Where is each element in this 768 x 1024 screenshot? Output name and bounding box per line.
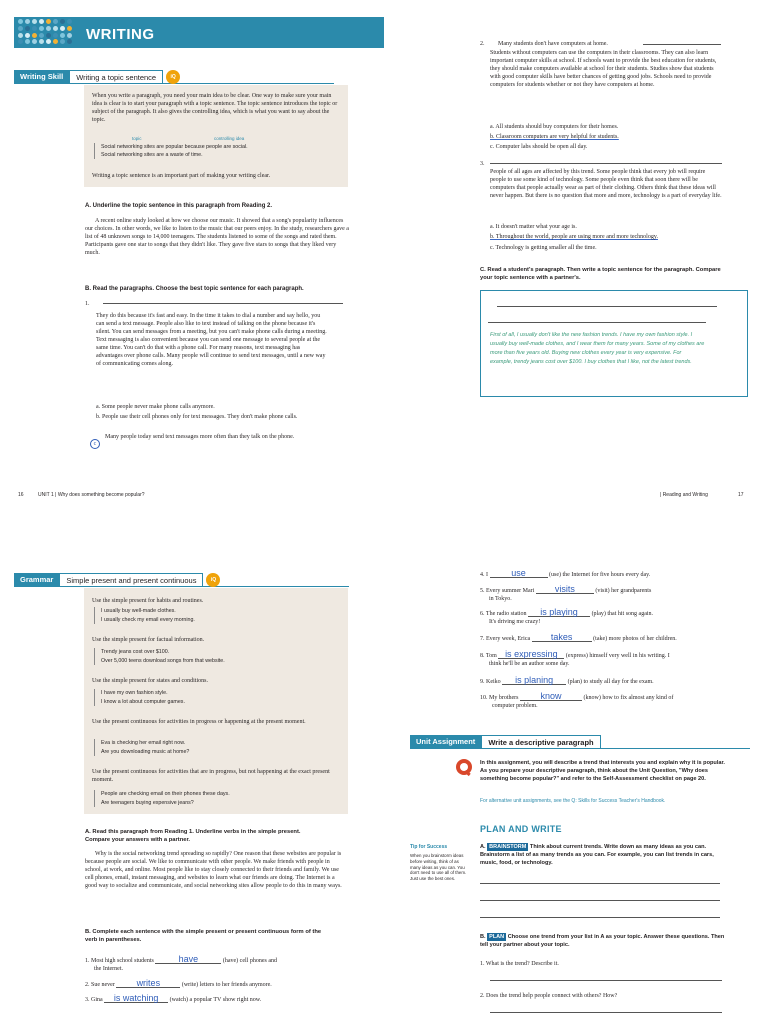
page-title: WRITING	[86, 26, 155, 43]
item-3-paragraph: People of all ages are affected by this trend. Some people think that every job will require people to use some kind of technology. Some people even think that soon there will be computers that people actually wear as part of their clothing. Others think that these ideas will never happen. But there is no question that more and more, technology is a part of everyday life.	[490, 169, 722, 199]
header-dot	[60, 39, 65, 44]
header-dot	[39, 39, 44, 44]
unit-assignment-intro: In this assignment, you will describe a trend that interests you and explain why it is popular. As you prepare your descriptive paragraph, think about the Unit Question, "Why does something become popular?" and refer to the Self-Assessment checklist on page 20.	[480, 760, 725, 782]
fill-item-1-number: 1.	[85, 958, 90, 964]
alternative-assignments-note: For alternative unit assignments, see the Q: Skills for Success Teacher's Handbook.	[480, 798, 666, 804]
header-dots-decoration	[18, 19, 76, 45]
fill-item-10-continuation: computer problem.	[492, 703, 538, 709]
grammar-rule-1: Use the simple present for habits and routines.	[92, 598, 204, 604]
brainstorm-line-3[interactable]	[480, 917, 720, 918]
controlling-idea-label: controlling idea	[214, 136, 245, 141]
header-dot	[60, 33, 65, 38]
item-3-answer-line[interactable]	[490, 163, 722, 164]
rule-5-example-2: Are teenagers buying expensive jeans?	[101, 799, 194, 806]
fill-item-2-suffix: (write) letters to her friends anymore.	[181, 982, 272, 988]
rule-3-example-1: I have my own fashion style.	[101, 690, 168, 696]
grammar-rule-1-examples	[94, 607, 331, 624]
item-1-number: 1.	[85, 301, 90, 307]
item-1-option-a[interactable]: a. Some people never make phone calls anymore.	[96, 404, 215, 410]
header-dot	[67, 19, 72, 24]
fill-item-5-continuation: in Tokyo.	[489, 596, 512, 602]
fill-item-8-continuation: think he'll be an author some day.	[489, 661, 570, 667]
fill-item-6-answer[interactable]: is playing	[528, 608, 590, 617]
fill-item-6-prefix: The radio station	[485, 611, 527, 617]
fill-item-10-suffix: (know) how to fix almost any kind of	[583, 695, 674, 701]
fill-item-8-number: 8.	[480, 653, 485, 659]
fill-item-10-answer[interactable]: know	[520, 692, 582, 701]
fill-item-9	[480, 676, 740, 686]
unit-assignment-tab: Unit Assignment	[410, 735, 481, 748]
fill-item-4-number: 4.	[480, 572, 485, 578]
brainstorm-instruction	[480, 843, 730, 867]
brainstorm-tag: BRAINSTORM	[489, 844, 527, 850]
rule-4-example-2: Are you downloading music at home?	[101, 748, 190, 755]
writing-skill-para2: Writing a topic sentence is an important part of making your writing clear.	[92, 173, 271, 179]
fill-item-5-answer[interactable]: visits	[536, 585, 594, 594]
item-1-answer-line[interactable]	[103, 303, 343, 304]
fill-item-5-number: 5.	[480, 588, 485, 594]
plan-instruction	[480, 933, 730, 949]
writing-skill-tab: Writing Skill	[14, 70, 69, 83]
fill-item-3-suffix: (watch) a popular TV show right now.	[169, 997, 262, 1003]
header-dot	[46, 26, 51, 31]
header-dot	[67, 39, 72, 44]
header-dot	[18, 26, 23, 31]
header-dot	[25, 39, 30, 44]
footer-unit-title: UNIT 1 | Why does something become popular?	[38, 492, 145, 498]
header-dot	[25, 26, 30, 31]
header-dot	[18, 19, 23, 24]
fill-item-8	[480, 650, 740, 668]
topic-sentence-examples	[94, 143, 341, 159]
plan-answer-line-1[interactable]	[490, 980, 722, 981]
page-spread-gap	[0, 507, 768, 563]
header-dot	[53, 39, 58, 44]
fill-item-2-number: 2.	[85, 982, 90, 988]
item-1-paragraph: They do this because it's fast and easy. In the time it takes to dial a number and say hello, you can send a text message. People also like to text instead of talking on the phone because it's silent. You can send messages from a meeting, but you can't make phone calls during a meeting. Text messaging is also convenient because you can send one message to several people at the same time. You can't do that with a phone call. For many reasons, text messaging has advantages over phone calls. Many people will continue to send text messages, until a new way of communicating comes along.	[96, 313, 327, 367]
grammar-rule-4-examples	[94, 739, 331, 756]
fill-item-3-prefix: Gina	[91, 997, 103, 1003]
example-sentence-1: Social networking sites are popular because people are social.	[101, 144, 248, 150]
item-3-option-c[interactable]: c. Technology is getting smaller all the time.	[490, 245, 597, 251]
fill-item-10-prefix: My brothers	[489, 695, 519, 701]
rule-2-example-2: Over 5,000 teens download songs from that website.	[101, 657, 225, 664]
header-dot	[60, 19, 65, 24]
brainstorm-text: Think about current trends. Write down as many ideas as you can. Brainstorm a list of as many trends as you can. For example, you can list trends in cars, music, food, or technology.	[480, 844, 714, 866]
item-1-option-c[interactable]: Many people today send text messages more often than they talk on the phone.	[105, 434, 295, 440]
plan-question-1: 1. What is the trend? Describe it.	[480, 961, 559, 967]
topic-sentence-line-2[interactable]	[488, 322, 706, 323]
topic-sentence-line-1[interactable]	[497, 306, 717, 307]
header-dot	[39, 33, 44, 38]
rule-1-example-1: I usually buy well-made clothes.	[101, 608, 176, 614]
writing-skill-title: Writing a topic sentence	[69, 70, 163, 83]
item-3-number: 3.	[480, 161, 485, 167]
plan-text: Choose one trend from your list in A as your topic. Answer these questions. Then tell your partner about your topic.	[480, 934, 725, 948]
header-dot	[32, 39, 37, 44]
grammar-rule-3-examples	[94, 689, 331, 706]
header-dot	[18, 33, 23, 38]
item-1-circled-answer	[90, 432, 100, 450]
fill-item-2-prefix: Sue never	[91, 982, 115, 988]
fill-item-7-answer[interactable]: takes	[532, 633, 592, 642]
plan-answer-line-2[interactable]	[490, 1012, 722, 1013]
grammar-tab: Grammar	[14, 573, 59, 586]
rule-2-example-1: Trendy jeans cost over $100.	[101, 649, 170, 655]
fill-item-1	[85, 955, 345, 973]
fill-item-10	[480, 692, 740, 710]
item-2-lead-sentence: Many students don't have computers at home.	[498, 41, 608, 47]
fill-item-2-answer[interactable]: writes	[116, 979, 180, 988]
exercise-b-heading: B. Read the paragraphs. Choose the best topic sentence for each paragraph.	[85, 286, 304, 292]
fill-item-7-prefix: Every week, Erica	[486, 636, 531, 642]
grammar-rule-3: Use the simple present for states and conditions.	[92, 678, 208, 684]
q-logo-icon	[455, 757, 473, 779]
brainstorm-line-1[interactable]	[480, 883, 720, 884]
plan-question-2: 2. Does the trend help people connect with others? How?	[480, 993, 618, 999]
fill-item-4-suffix: (use) the Internet for five hours every day.	[549, 572, 651, 578]
fill-item-1-suffix: (have) cell phones and	[222, 958, 277, 964]
rule-4-example-1: Eva is checking her email right now.	[101, 740, 186, 746]
tip-for-success-title: Tip for Success	[410, 844, 448, 850]
header-dot	[60, 26, 65, 31]
header-dot	[53, 26, 58, 31]
fill-item-4	[480, 569, 730, 579]
fill-item-4-answer[interactable]: use	[490, 569, 548, 578]
fill-item-2	[85, 979, 345, 989]
plan-and-write-heading: PLAN AND WRITE	[480, 824, 562, 834]
fill-item-9-number: 9.	[480, 679, 485, 685]
fill-item-1-answer[interactable]: have	[155, 955, 221, 964]
header-dot	[32, 26, 37, 31]
fill-item-8-prefix: Tom	[485, 653, 497, 659]
unit-assignment-title: Write a descriptive paragraph	[481, 735, 600, 748]
writing-skill-para1: When you write a paragraph, you need your main idea to be clear. One way to make sure your main idea is clear is to start your paragraph with a topic sentence. The topic sentence introduces the topic or subject of the paragraph. It also gives the controlling idea, which is what you want to say about the topic.	[92, 93, 338, 123]
writing-skill-tabbar	[14, 70, 334, 84]
header-dot	[53, 33, 58, 38]
grammar-exercise-a-paragraph: Why is the social networking trend spreading so rapidly? One reason that these websites are popular is because people are social. We like to communicate with other people. We make friends with people in school, at work, and online. Most people like to stay closely connected to their friends and family. We use cell phones, email, instant messaging, and websites to learn what our friends are doing. The Internet is a good way to socialize and communicate, and social networking sites allow people to do this in many ways.	[85, 851, 342, 889]
rule-3-example-2: I know a lot about computer games.	[101, 698, 185, 705]
fill-item-3	[85, 994, 345, 1004]
item-2-option-a[interactable]: a. All students should buy computers for their homes.	[490, 124, 619, 130]
fill-item-1-continuation: the Internet.	[94, 966, 123, 972]
fill-item-5	[480, 585, 730, 603]
grammar-exercise-b-heading: B. Complete each sentence with the simple present or present continuous form of the verb in parentheses.	[85, 929, 322, 943]
example-sentence-2: Social networking sites are a waste of time.	[101, 152, 203, 158]
circled-c-mark: c	[90, 439, 100, 449]
fill-item-9-suffix: (plan) to study all day for the exam.	[567, 679, 654, 685]
fill-item-7-suffix: (take) more photos of her children.	[593, 636, 677, 642]
header-dot	[25, 33, 30, 38]
fill-item-9-answer[interactable]: is planing	[502, 676, 566, 685]
fill-item-6-suffix: (play) that hit song again.	[591, 611, 654, 617]
header-dot	[32, 19, 37, 24]
header-dot	[32, 33, 37, 38]
grammar-rule-4: Use the present continuous for activities in progress or happening at the present moment.	[92, 719, 306, 725]
header-dot	[18, 39, 23, 44]
student-paragraph: First of all, I usually don't like the new fashion trends. I have my own fashion style. I usually buy well-made clothes, and I wear them for many years. Some of my clothes are more than five years old. Buying new clothes every year is very expensive. For example, trendy jeans cost over $100. I buy clothes that I like, not the latest trends.	[490, 332, 705, 365]
header-dot	[46, 39, 51, 44]
header-dot	[46, 19, 51, 24]
plan-tag: PLAN	[489, 934, 505, 940]
fill-item-1-prefix: Most high school students	[91, 958, 154, 964]
page-number-16: 16	[18, 492, 24, 498]
fill-item-7-number: 7.	[480, 636, 485, 642]
page-number-17: 17	[738, 492, 744, 498]
item-2-number: 2.	[480, 41, 485, 47]
fill-item-3-answer[interactable]: is watching	[104, 994, 168, 1003]
fill-item-3-number: 3.	[85, 997, 90, 1003]
fill-item-8-answer[interactable]: is expressing	[498, 650, 564, 659]
fill-item-6-number: 6.	[480, 611, 485, 617]
brainstorm-label: A.	[480, 844, 486, 850]
fill-item-5-prefix: Every summer Mari	[486, 588, 535, 594]
fill-item-7	[480, 633, 740, 643]
footer-book-title: | Reading and Writing	[660, 492, 708, 498]
item-2-option-c[interactable]: c. Computer labs should be open all day.	[490, 144, 588, 150]
fill-item-5-suffix: (visit) her grandparents	[595, 588, 652, 594]
grammar-title: Simple present and present continuous	[59, 573, 203, 586]
header-dot	[39, 19, 44, 24]
exercise-a-paragraph: A recent online study looked at how we choose our music. It showed that a song's popularity influences our choices. In other words, we like to listen to the music that our peers enjoy. In the study, researchers gave a list of 48 unknown songs to 14,000 teenagers. The students listened to some of the songs and rated them. Participants gave one star to songs that they didn't like. They gave five stars to songs that they liked very much.	[85, 218, 349, 256]
item-3-option-a[interactable]: a. It doesn't matter what your age is.	[490, 224, 577, 230]
header-dot	[67, 26, 72, 31]
header-dot	[53, 19, 58, 24]
exercise-c-heading: C. Read a student's paragraph. Then write a topic sentence for the paragraph. Compare your topic sentence with a partner's.	[480, 267, 721, 281]
item-2-answer-line[interactable]	[643, 44, 721, 45]
iq-online-icon: iQ	[206, 573, 220, 587]
item-3-option-b[interactable]: b. Throughout the world, people are using more and more technology.	[490, 234, 658, 240]
item-1-option-b[interactable]: b. People use their cell phones only for text messages. They don't make phone calls.	[96, 414, 298, 420]
grammar-tabbar	[14, 573, 349, 587]
grammar-rule-5-examples	[94, 790, 331, 807]
plan-label: B.	[480, 934, 486, 940]
topic-label: topic	[132, 136, 142, 141]
item-2-paragraph: Students without computers can use the computers in their classrooms. They can also learn important computer skills at school. If schools want to provide the best education for students, they should make computers available at school for their students. Studies show that students with good computer skills have better chances of getting good jobs. Schools need to provide computers for students whether or not they have computers at home.	[490, 50, 717, 88]
fill-item-10-number: 10.	[480, 695, 488, 701]
unit-assignment-tabbar	[410, 735, 750, 749]
rule-5-example-1: People are checking email on their phones these days.	[101, 791, 230, 797]
iq-online-icon: iQ	[166, 70, 180, 84]
exercise-a-heading: A. Underline the topic sentence in this paragraph from Reading 2.	[85, 203, 273, 209]
tip-for-success-text: When you brainstorm ideas before writing, think of as many ideas as you can. You don't need to use all of them. Just use the best ones.	[410, 853, 467, 882]
header-dot	[46, 33, 51, 38]
fill-item-8-suffix: (express) himself very well in his writing. I	[565, 653, 670, 659]
fill-item-6	[480, 608, 730, 626]
grammar-rule-2: Use the simple present for factual information.	[92, 637, 205, 643]
brainstorm-line-2[interactable]	[480, 900, 720, 901]
fill-item-6-continuation: It's driving me crazy!	[489, 619, 541, 625]
header-dot	[67, 33, 72, 38]
fill-item-4-prefix: I	[486, 572, 488, 578]
header-dot	[39, 26, 44, 31]
grammar-rule-2-examples	[94, 648, 331, 665]
grammar-exercise-a-heading: A. Read this paragraph from Reading 1. Underline verbs in the simple present. Compare your answers with a partner.	[85, 829, 301, 843]
grammar-rule-5: Use the present continuous for activities that are in progress, but not happening at the exact present moment.	[92, 769, 330, 783]
rule-1-example-2: I usually check my email every morning.	[101, 616, 195, 623]
fill-item-9-prefix: Keiko	[486, 679, 501, 685]
header-dot	[25, 19, 30, 24]
item-2-option-b[interactable]: b. Classroom computers are very helpful for students.	[490, 134, 619, 140]
